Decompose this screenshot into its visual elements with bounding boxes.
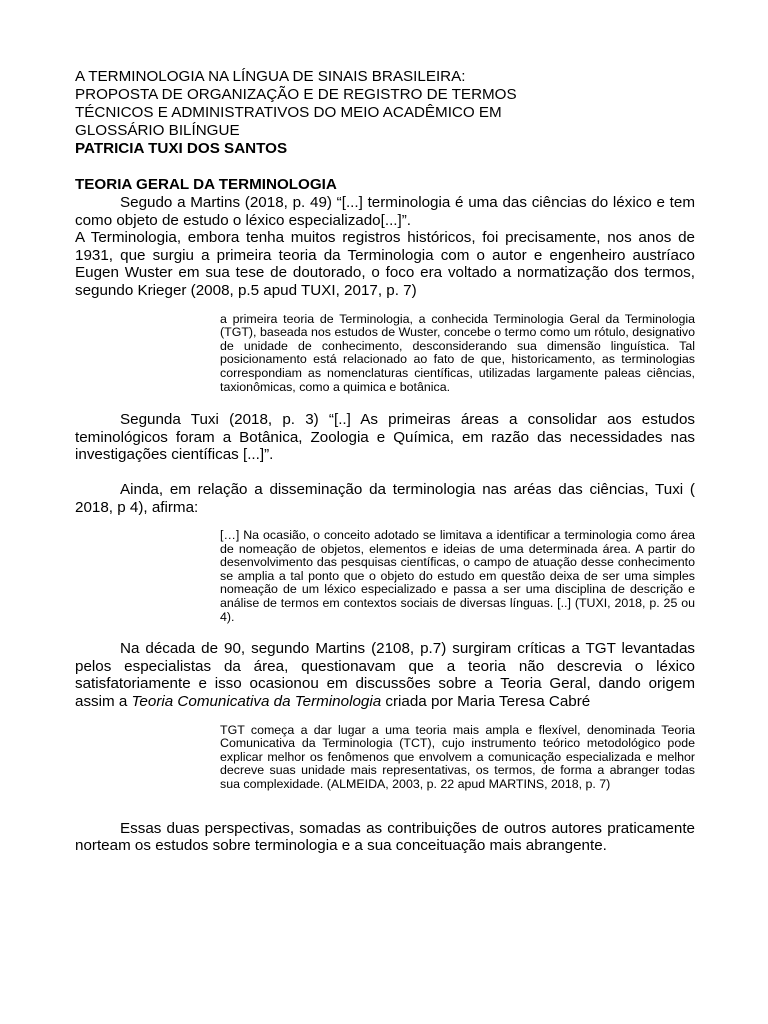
block-quote-tgt: a primeira teoria de Terminologia, a conhecida Terminologia Geral da Terminologia (TGT), baseada nos estudos de Wuster, concebe o termo como um rótulo, designativo de unidade de conhecimento, desconsiderando sua dimensão linguística. Tal posicionamento está relacionado ao fato de que, historicamento, as terminologias correspondiam as nomenclaturas científicas, utilizadas largamente paleas ciências, taxionômicas, como a quimica e botânica.	[220, 311, 695, 394]
document-title-line-1: A TERMINOLOGIA NA LÍNGUA DE SINAIS BRASILEIRA:	[75, 68, 466, 85]
paragraph-dissemination: Ainda, em relação a disseminação da terminologia nas aréas das ciências, Tuxi ( 2018, p 4), afirma:	[75, 480, 695, 516]
document-title-line-2: PROPOSTA DE ORGANIZAÇÃO E DE REGISTRO DE TERMOS	[75, 86, 517, 103]
document-title-line-3: TÉCNICOS E ADMINISTRATIVOS DO MEIO ACADÊMICO EM	[75, 104, 502, 121]
paragraph-tct-origin-end: criada por Maria Teresa Cabré	[381, 693, 591, 711]
document-page	[75, 68, 695, 855]
block-quote-almeida: TGT começa a dar lugar a uma teoria mais ampla e flexível, denominada Teoria Comunicativa da Terminologia (TCT), cujo instrumento teórico metodológico pode explicar melhor os fenômenos que envolvem a comunicação especializada e melhor decreve suas unidade mais representativas, os termos, de forma a abranger todas sua complexidade. (ALMEIDA, 2003, p. 22 apud MARTINS, 2018, p. 7)	[220, 722, 695, 791]
block-quote-tuxi: […] Na ocasião, o conceito adotado se limitava a identificar a terminologia como área de nomeação de objetos, elementos e ideias de uma determinada área. A partir do desenvolvimento das pesquisas científicas, o campo de atuação desse conhecimento se amplia a tal ponto que o objeto do estudo em questão deixa de ser uma simples nomeação de um léxico especializado e passa a ser uma disciplina de descrição e análise de termos em contextos sociais de diversas línguas. [..] (TUXI, 2018, p. 25 ou 4).	[220, 528, 695, 624]
author-name: PATRICIA TUXI DOS SANTOS	[75, 140, 288, 157]
paragraph-martins-definition: Segudo a Martins (2018, p. 49) “[...] terminologia é uma das ciências do léxico e tem como objeto de estudo o léxico especializado[...]”.	[75, 194, 695, 229]
paragraph-tct-origin-text: Na década de 90, segundo Martins (2108, p.7) surgiram críticas a TGT levantadas pelos especialistas da área, questionavam que a teoria não descrevia o léxico satisfatoriamente e isso ocasionou em discussões sobre a Teoria Geral, dando origem assim a	[75, 640, 695, 711]
document-title-line-4: GLOSSÁRIO BILÍNGUE	[75, 122, 240, 139]
section-heading: TEORIA GERAL DA TERMINOLOGIA	[75, 176, 337, 193]
paragraph-conclusion: Essas duas perspectivas, somadas as contribuições de outros autores praticamente norteam os estudos sobre terminologia e a sua conceituação mais abrangente.	[75, 819, 695, 855]
tct-italic-title: Teoria Comunicativa da Terminologia	[131, 693, 382, 711]
paragraph-tct-origin	[75, 640, 695, 710]
paragraph-tuxi-first-areas: Segunda Tuxi (2018, p. 3) “[..] As primeiras áreas a consolidar aos estudos teminológicos foram a Botânica, Zoologia e Química, em razão das necessidades nas investigações científicas [...]”.	[75, 411, 695, 464]
paragraph-terminology-history: A Terminologia, embora tenha muitos registros históricos, foi precisamente, nos anos de 1931, que surgiu a primeira teoria da Terminologia com o autor e engenheiro austríaco Eugen Wuster em sua tese de doutorado, o foco era voltado a normatização dos termos, segundo Krieger (2008, p.5 apud TUXI, 2017, p. 7)	[75, 229, 695, 299]
